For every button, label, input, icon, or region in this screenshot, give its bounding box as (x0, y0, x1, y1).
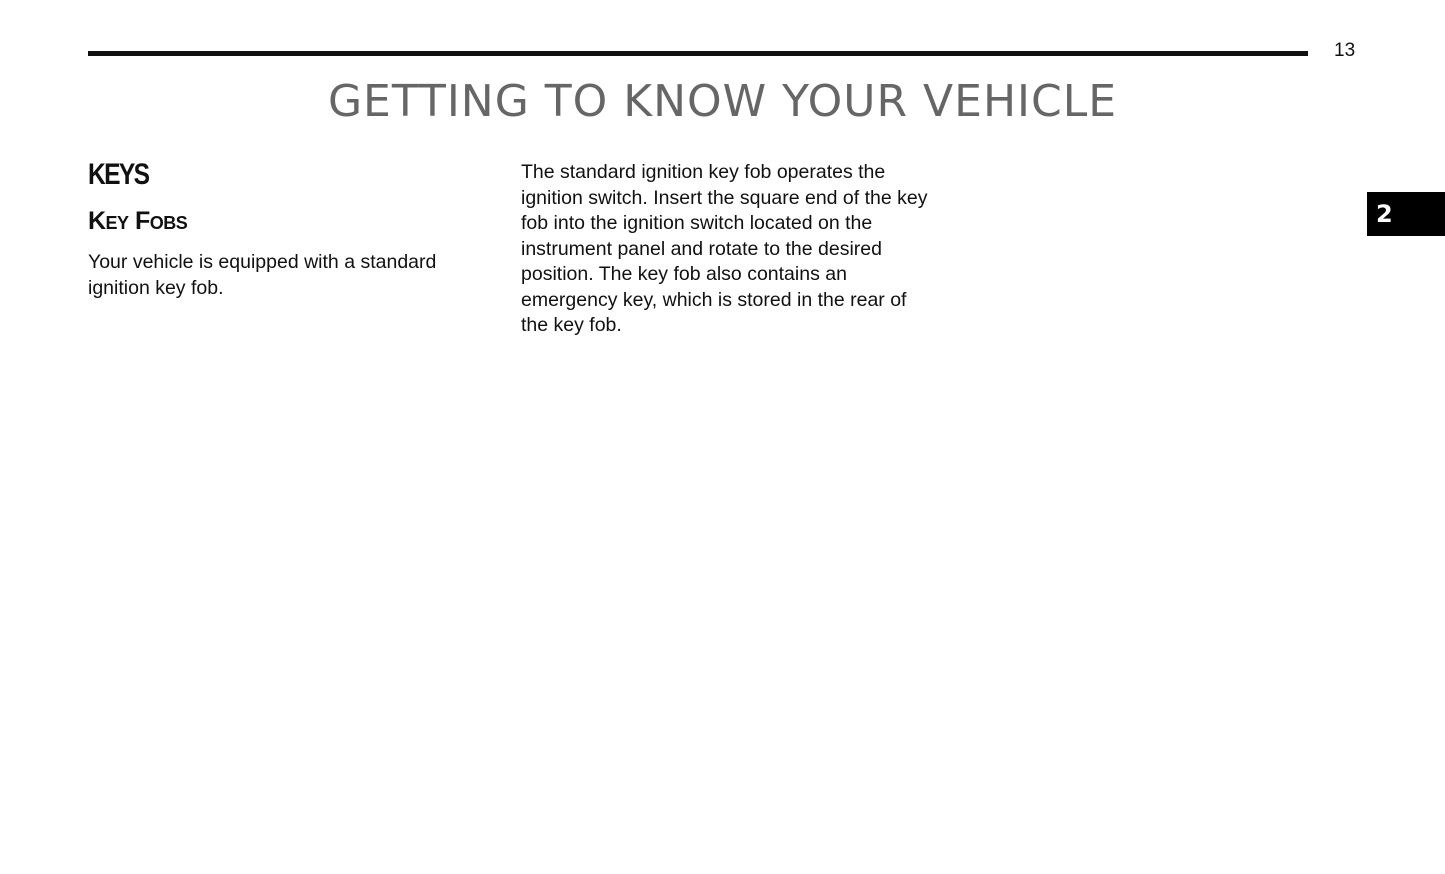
chapter-tab: 2 (1367, 192, 1445, 236)
intro-paragraph: Your vehicle is equipped with a standard ignition key fob. (88, 251, 437, 299)
header-rule (88, 51, 1308, 56)
keys-heading: KEYS (88, 158, 149, 191)
section-title: GETTING TO KNOW YOUR VEHICLE (327, 76, 1118, 127)
page-number: 13 (1334, 40, 1356, 61)
key-fobs-subheading: Key Fobs (88, 207, 188, 235)
key-fob-description-paragraph: The standard ignition key fob operates the ignition switch. Insert the square end of the key fob into the ignition switch located on the instrument panel and rotate to the desired position. The key fob also contains an emergency key, which is stored in the rear of the key fob. (521, 161, 928, 336)
